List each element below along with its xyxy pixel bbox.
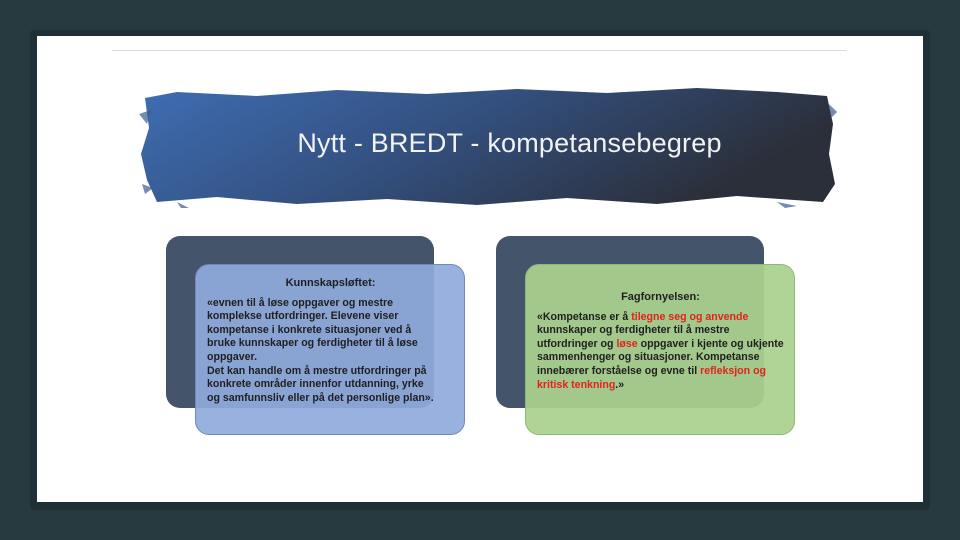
highlight-text-1: tilegne seg og anvende bbox=[631, 310, 749, 323]
kunnskapsloftet-box bbox=[195, 264, 465, 435]
highlight-text-2: løse bbox=[616, 337, 638, 350]
right-text-1: «Kompetanse er å bbox=[537, 310, 632, 323]
right-box-title: Fagfornyelsen: bbox=[621, 291, 700, 303]
right-box-text bbox=[537, 311, 784, 393]
fagfornyelsen-box bbox=[525, 264, 795, 435]
right-text-2: kunnskaper og ferdigheter til å mestre utfordringer og bbox=[537, 324, 730, 350]
highlight-text-3: refleksjon og kritisk tenkning bbox=[537, 364, 767, 391]
right-text-4: .» bbox=[615, 378, 625, 391]
left-line: og samfunnsliv eller på det personlige plan». bbox=[207, 391, 434, 404]
left-line: «evnen til å løse oppgaver og mestre bbox=[207, 296, 394, 309]
left-line: konkrete områder innenfor utdanning, yrke bbox=[207, 378, 424, 391]
left-line: bruke kunnskaper og ferdigheter til å løse bbox=[207, 337, 418, 350]
left-box-text bbox=[207, 297, 454, 406]
left-line: oppgaver. bbox=[207, 350, 258, 363]
slide bbox=[37, 36, 923, 502]
left-line: komplekse utfordringer. Elevene viser bbox=[207, 310, 399, 323]
left-line: kompetanse i konkrete situasjoner ved å bbox=[207, 323, 412, 336]
left-box-title: Kunnskapsløftet: bbox=[285, 277, 376, 289]
left-line: Det kan handle om å mestre utfordringer på bbox=[207, 364, 427, 377]
divider-line bbox=[112, 50, 847, 51]
slide-title: Nytt - BREDT - kompetansebegrep bbox=[297, 128, 722, 158]
right-text-3: oppgaver i kjente og ukjente sammenhenger og situasjoner. Kompetanse innebærer forståelse og evne til bbox=[537, 337, 784, 377]
